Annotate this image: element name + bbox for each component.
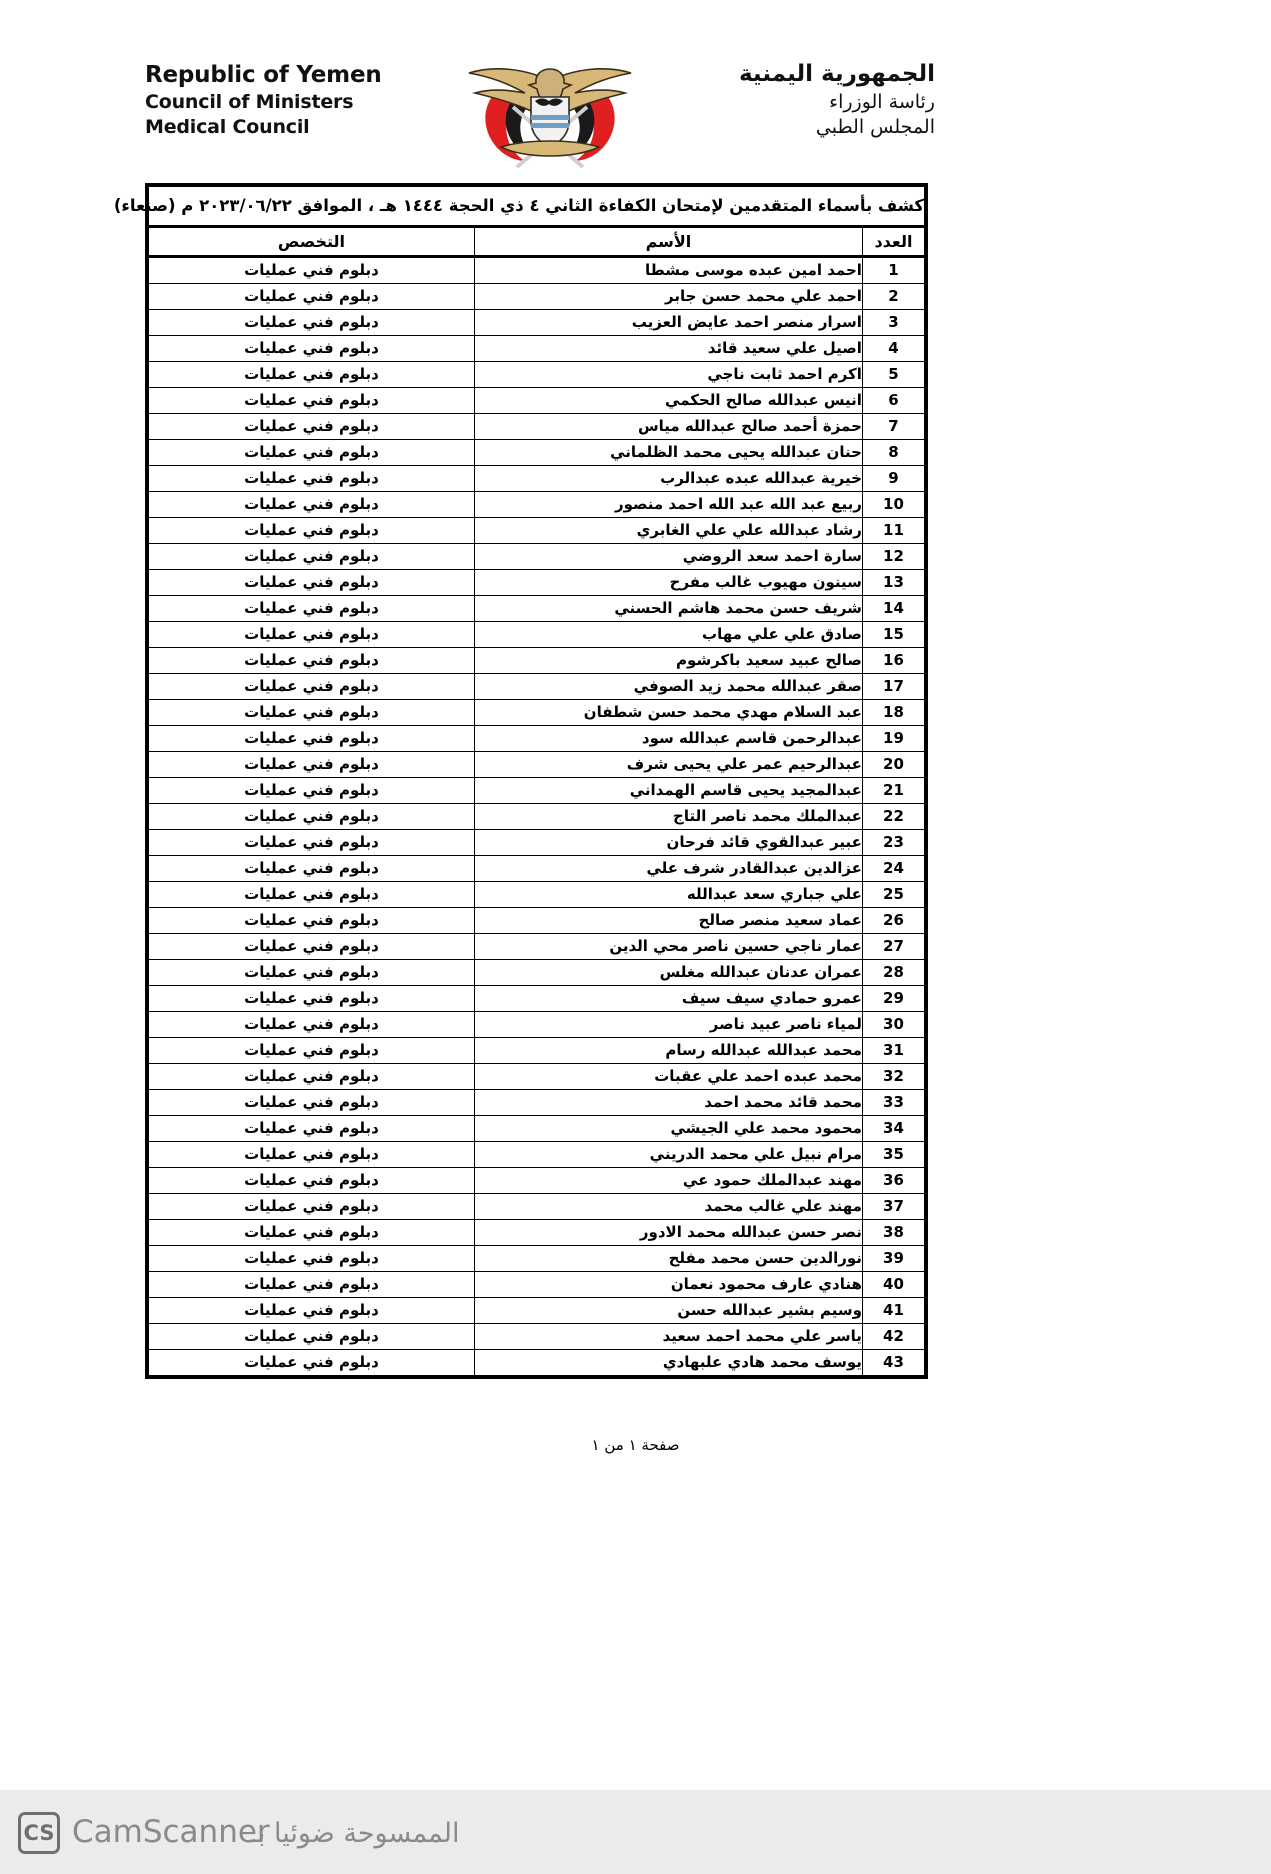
table-row: [149, 908, 925, 934]
cell-name: احمد علي محمد حسن جابر: [474, 284, 862, 310]
table-row: [149, 336, 925, 362]
cell-number: 37: [862, 1194, 924, 1220]
cell-specialty: دبلوم فني عمليات: [149, 518, 475, 544]
cell-number: 43: [862, 1350, 924, 1376]
cell-name: عزالدين عبدالقادر شرف علي: [474, 856, 862, 882]
cell-name: حمزة أحمد صالح عبدالله مياس: [474, 414, 862, 440]
table-row: [149, 257, 925, 284]
cell-specialty: دبلوم فني عمليات: [149, 544, 475, 570]
cell-specialty: دبلوم فني عمليات: [149, 778, 475, 804]
cell-number: 14: [862, 596, 924, 622]
cell-number: 26: [862, 908, 924, 934]
header-ar-line3: المجلس الطبي: [815, 116, 935, 139]
cell-name: عبدالمجيد يحيى قاسم الهمداني: [474, 778, 862, 804]
cell-name: وسيم بشير عبدالله حسن: [474, 1298, 862, 1324]
cell-name: انيس عبدالله صالح الحكمي: [474, 388, 862, 414]
header-ar-line2: رئاسة الوزراء: [829, 90, 935, 113]
cell-specialty: دبلوم فني عمليات: [149, 492, 475, 518]
cell-number: 30: [862, 1012, 924, 1038]
cell-number: 7: [862, 414, 924, 440]
column-header-name: الأسم: [474, 227, 862, 257]
cell-number: 23: [862, 830, 924, 856]
table-row: [149, 440, 925, 466]
cell-name: عبدالرحيم عمر علي يحيى شرف: [474, 752, 862, 778]
table-row: [149, 1168, 925, 1194]
table-row: [149, 700, 925, 726]
cell-number: 27: [862, 934, 924, 960]
table-head: [113, 187, 925, 257]
cell-specialty: دبلوم فني عمليات: [149, 257, 475, 284]
table-row: [149, 674, 925, 700]
cell-name: مرام نبيل علي محمد الدريني: [474, 1142, 862, 1168]
cell-number: 31: [862, 1038, 924, 1064]
cell-number: 1: [862, 257, 924, 284]
page-number-footer: صفحة ١ من ١: [591, 1436, 680, 1454]
cell-name: محمد عبده احمد علي عقبات: [474, 1064, 862, 1090]
cell-specialty: دبلوم فني عمليات: [149, 674, 475, 700]
table-row: [149, 804, 925, 830]
cell-number: 35: [862, 1142, 924, 1168]
cell-name: عبدالملك محمد ناصر التاج: [474, 804, 862, 830]
cell-name: سارة احمد سعد الروضي: [474, 544, 862, 570]
cell-specialty: دبلوم فني عمليات: [149, 700, 475, 726]
header-en-line2: Council of Ministers: [145, 91, 354, 114]
cell-specialty: دبلوم فني عمليات: [149, 856, 475, 882]
cell-number: 18: [862, 700, 924, 726]
cell-specialty: دبلوم فني عمليات: [149, 1116, 475, 1142]
table-row: [149, 518, 925, 544]
cell-name: محمد عبدالله عبدالله رسام: [474, 1038, 862, 1064]
table-row: [149, 1090, 925, 1116]
cell-number: 9: [862, 466, 924, 492]
cell-specialty: دبلوم فني عمليات: [149, 336, 475, 362]
cell-number: 28: [862, 960, 924, 986]
cell-name: شريف حسن محمد هاشم الحسني: [474, 596, 862, 622]
cell-name: عمران عدنان عبدالله مغلس: [474, 960, 862, 986]
cell-number: 34: [862, 1116, 924, 1142]
table-row: [149, 752, 925, 778]
header-ar-line1: الجمهورية اليمنية: [738, 61, 935, 87]
cell-name: عمرو حمادي سيف سيف: [474, 986, 862, 1012]
table-row: [149, 1064, 925, 1090]
cell-name: صقر عبدالله محمد زيد الصوفي: [474, 674, 862, 700]
cell-specialty: دبلوم فني عمليات: [149, 1038, 475, 1064]
cell-number: 40: [862, 1272, 924, 1298]
cell-specialty: دبلوم فني عمليات: [149, 1194, 475, 1220]
cell-specialty: دبلوم فني عمليات: [149, 570, 475, 596]
table-body: [149, 257, 925, 1376]
cell-name: صالح عبيد سعيد باكرشوم: [474, 648, 862, 674]
cell-name: محمود محمد علي الجيشي: [474, 1116, 862, 1142]
table-row: [149, 830, 925, 856]
cell-name: نورالدين حسن محمد مفلح: [474, 1246, 862, 1272]
table-row: [149, 1142, 925, 1168]
cell-number: 8: [862, 440, 924, 466]
cell-number: 38: [862, 1220, 924, 1246]
header-english-block: [145, 61, 445, 139]
cell-name: محمد قائد محمد احمد: [474, 1090, 862, 1116]
candidates-table: [113, 186, 925, 1376]
cell-number: 17: [862, 674, 924, 700]
cell-number: 2: [862, 284, 924, 310]
cell-number: 32: [862, 1064, 924, 1090]
cell-name: عبير عبدالقوي قائد فرحان: [474, 830, 862, 856]
cell-name: ياسر علي محمد احمد سعيد: [474, 1324, 862, 1350]
column-header-number: العدد: [862, 227, 924, 257]
table-row: [149, 1038, 925, 1064]
cell-name: اكرم احمد ثابت ناجي: [474, 362, 862, 388]
cell-number: 11: [862, 518, 924, 544]
cell-number: 5: [862, 362, 924, 388]
table-row: [149, 388, 925, 414]
camscanner-brand-text: CamScanner: [72, 1814, 270, 1850]
table-row: [149, 1220, 925, 1246]
table-row: [149, 1272, 925, 1298]
table-row: [149, 310, 925, 336]
cell-specialty: دبلوم فني عمليات: [149, 284, 475, 310]
document-title: كشف بأسماء المتقدمين لإمتحان الكفاءة الثاني ٤ ذي الحجة ١٤٤٤ هـ ، الموافق ٢٠٢٣/٠٦/٢٢ م (صنعاء): [149, 187, 925, 227]
cell-specialty: دبلوم فني عمليات: [149, 726, 475, 752]
cell-name: عبد السلام مهدي محمد حسن شطفان: [474, 700, 862, 726]
cell-number: 13: [862, 570, 924, 596]
camscanner-logo-icon: CS: [18, 1812, 60, 1854]
cell-number: 25: [862, 882, 924, 908]
cell-specialty: دبلوم فني عمليات: [149, 310, 475, 336]
cell-specialty: دبلوم فني عمليات: [149, 622, 475, 648]
table-row: [149, 882, 925, 908]
cell-specialty: دبلوم فني عمليات: [149, 1142, 475, 1168]
table-row: [149, 1246, 925, 1272]
table-row: [149, 362, 925, 388]
cell-number: 24: [862, 856, 924, 882]
cell-specialty: دبلوم فني عمليات: [149, 466, 475, 492]
cell-number: 39: [862, 1246, 924, 1272]
table-row: [149, 986, 925, 1012]
header-en-line1: Republic of Yemen: [145, 62, 382, 88]
header-arabic-block: [635, 59, 935, 141]
cell-name: اصيل علي سعيد قائد: [474, 336, 862, 362]
cell-number: 21: [862, 778, 924, 804]
cell-name: مهند عبدالملك حمود عي: [474, 1168, 862, 1194]
cell-name: علي جباري سعد عبدالله: [474, 882, 862, 908]
table-row: [149, 1350, 925, 1376]
cell-specialty: دبلوم فني عمليات: [149, 1246, 475, 1272]
cell-specialty: دبلوم فني عمليات: [149, 362, 475, 388]
cell-name: اسرار منصر احمد عايض العزيب: [474, 310, 862, 336]
cell-name: يوسف محمد هادي علبهادي: [474, 1350, 862, 1376]
cell-specialty: دبلوم فني عمليات: [149, 1220, 475, 1246]
table-row: [149, 1116, 925, 1142]
camscanner-arabic-note: الممسوحة ضوئيا بـ: [250, 1818, 460, 1849]
table-row: [149, 544, 925, 570]
table-row: [149, 1298, 925, 1324]
header-en-line3: Medical Council: [145, 115, 310, 138]
cell-specialty: دبلوم فني عمليات: [149, 1064, 475, 1090]
table-row: [149, 726, 925, 752]
cell-number: 29: [862, 986, 924, 1012]
title-row: [149, 187, 925, 227]
cell-number: 41: [862, 1298, 924, 1324]
cell-name: عماد سعيد منصر صالح: [474, 908, 862, 934]
cell-specialty: دبلوم فني عمليات: [149, 986, 475, 1012]
cell-number: 16: [862, 648, 924, 674]
cell-specialty: دبلوم فني عمليات: [149, 1272, 475, 1298]
table-row: [149, 934, 925, 960]
cell-specialty: دبلوم فني عمليات: [149, 1324, 475, 1350]
column-header-specialty: التخصص: [149, 227, 475, 257]
table-row: [149, 284, 925, 310]
cell-name: حنان عبدالله يحيى محمد الظلماني: [474, 440, 862, 466]
cell-specialty: دبلوم فني عمليات: [149, 908, 475, 934]
table-row: [149, 648, 925, 674]
cell-number: 4: [862, 336, 924, 362]
cell-number: 10: [862, 492, 924, 518]
yemen-national-emblem-icon: [455, 55, 645, 173]
table-row: [149, 570, 925, 596]
cell-specialty: دبلوم فني عمليات: [149, 830, 475, 856]
cell-name: لمياء ناصر عبيد ناصر: [474, 1012, 862, 1038]
table-row: [149, 466, 925, 492]
cell-specialty: دبلوم فني عمليات: [149, 960, 475, 986]
table-row: [149, 492, 925, 518]
cell-number: 12: [862, 544, 924, 570]
cell-name: خيرية عبدالله عبده عبدالرب: [474, 466, 862, 492]
cell-name: هنادي عارف محمود نعمان: [474, 1272, 862, 1298]
table-row: [149, 1194, 925, 1220]
cell-name: ربيع عبد الله عبد الله احمد منصور: [474, 492, 862, 518]
cell-number: 3: [862, 310, 924, 336]
cell-specialty: دبلوم فني عمليات: [149, 1298, 475, 1324]
cell-name: سينون مهيوب غالب مفرح: [474, 570, 862, 596]
cell-name: مهند علي غالب محمد: [474, 1194, 862, 1220]
cell-specialty: دبلوم فني عمليات: [149, 804, 475, 830]
candidates-table-container: [113, 183, 928, 1379]
cell-name: عمار ناجي حسين ناصر محي الدين: [474, 934, 862, 960]
cell-name: نصر حسن عبدالله محمد الادور: [474, 1220, 862, 1246]
cell-number: 33: [862, 1090, 924, 1116]
cell-specialty: دبلوم فني عمليات: [149, 752, 475, 778]
cell-number: 19: [862, 726, 924, 752]
cell-name: احمد امين عبده موسى مشطا: [474, 257, 862, 284]
table-row: [149, 856, 925, 882]
cell-specialty: دبلوم فني عمليات: [149, 648, 475, 674]
cell-specialty: دبلوم فني عمليات: [149, 1350, 475, 1376]
cell-specialty: دبلوم فني عمليات: [149, 1012, 475, 1038]
cell-number: 15: [862, 622, 924, 648]
cell-specialty: دبلوم فني عمليات: [149, 1168, 475, 1194]
column-header-row: [149, 227, 925, 257]
cell-number: 42: [862, 1324, 924, 1350]
cell-name: عبدالرحمن قاسم عبدالله سود: [474, 726, 862, 752]
cell-specialty: دبلوم فني عمليات: [149, 882, 475, 908]
cell-specialty: دبلوم فني عمليات: [149, 934, 475, 960]
table-row: [149, 622, 925, 648]
cell-number: 20: [862, 752, 924, 778]
cell-specialty: دبلوم فني عمليات: [149, 440, 475, 466]
table-row: [149, 414, 925, 440]
cell-number: 22: [862, 804, 924, 830]
cell-number: 36: [862, 1168, 924, 1194]
cell-number: 6: [862, 388, 924, 414]
cell-specialty: دبلوم فني عمليات: [149, 388, 475, 414]
table-row: [149, 960, 925, 986]
cell-specialty: دبلوم فني عمليات: [149, 596, 475, 622]
table-row: [149, 1012, 925, 1038]
table-row: [149, 778, 925, 804]
document-header: [145, 55, 935, 175]
table-row: [149, 596, 925, 622]
cell-specialty: دبلوم فني عمليات: [149, 1090, 475, 1116]
cell-name: رشاد عبدالله علي علي الغابري: [474, 518, 862, 544]
table-row: [149, 1324, 925, 1350]
cell-specialty: دبلوم فني عمليات: [149, 414, 475, 440]
cell-name: صادق علي علي مهاب: [474, 622, 862, 648]
